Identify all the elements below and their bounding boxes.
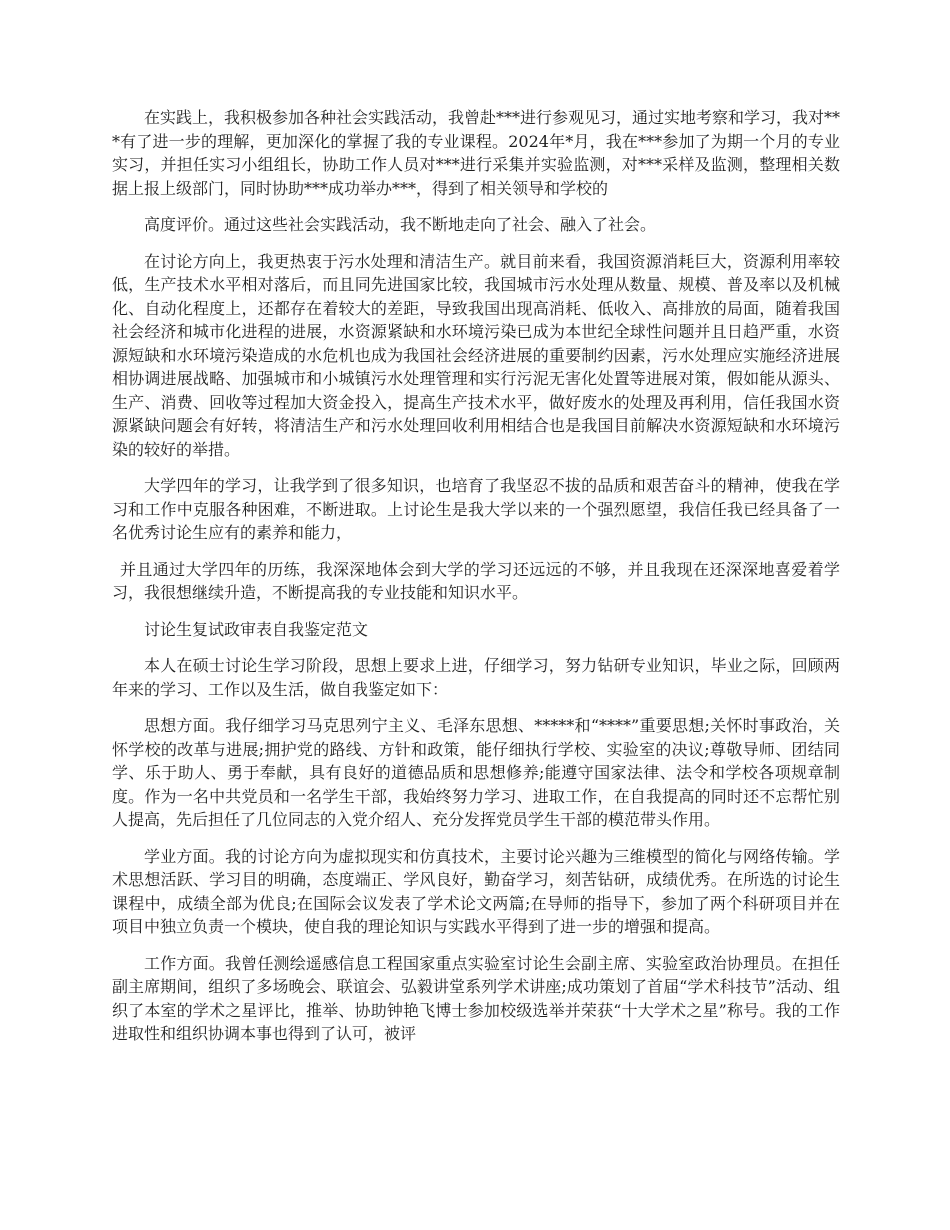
paragraph-evaluation: 高度评价。通过这些社会实践活动，我不断地走向了社会、融入了社会。 — [144, 215, 657, 234]
section-heading: 讨论生复试政审表自我鉴定范文 — [144, 619, 369, 639]
paragraph-social-practice: 在实践上，我积极参加各种社会实践活动，我曾赴***进行参观见习，通过实地考察和学习，我对***有了进一步的理解，更加深化的掌握了我的专业课程。2024年*月，我在***参加了为期一个月的专业实习，并担任实习小组组长，协助工作人员对***进行采集并实验监测，对***采样及监测，整理相关数据上报上级部门，同时协助***成功举办***，得到了相关领导和学校的 — [112, 108, 841, 198]
paragraph-work: 工作方面。我曾任测绘遥感信息工程国家重点实验室讨论生会副主席、实验室政治协理员。在担任副主席期间，组织了多场晚会、联谊会、弘毅讲堂系列学术讲座;成功策划了首届“学术科技节”活动、组织了本室的学术之星评比，推举、协助钟艳飞博士参加校级选举并荣获“十大学术之星”称号。我的工作进取性和组织协调本事也得到了认可，被评 — [112, 953, 840, 1043]
paragraph-four-years-study: 大学四年的学习，让我学到了很多知识，也培育了我坚忍不拔的品质和艰苦奋斗的精神，使我在学习和工作中克服各种困难，不断进取。上讨论生是我大学以来的一个强烈愿望，我信任我已经具备了一名优秀讨论生应有的素养和能力， — [112, 476, 840, 542]
paragraph-ideology: 思想方面。我仔细学习马克思列宁主义、毛泽东思想、*****和“****”重要思想;关怀时事政治，关怀学校的改革与进展;拥护党的路线、方针和政策，能仔细执行学校、实验室的决议;尊敬导师、团结同学、乐于助人、勇于奉献，具有良好的道德品质和思想修养;能遵守国家法律、法令和学校各项规章制度。作为一名中共党员和一名学生干部，我始终努力学习、进取工作，在自我提高的同时还不忘帮忙别人提高，先后担任了几位同志的入党介绍人、充分发挥党员学生干部的模范带头作用。 — [112, 716, 840, 829]
paragraph-introduction: 本人在硕士讨论生学习阶段，思想上要求上进，仔细学习，努力钻研专业知识，毕业之际，回顾两年来的学习、工作以及生活，做自我鉴定如下： — [112, 656, 840, 699]
paragraph-research-direction: 在讨论方向上，我更热衷于污水处理和清洁生产。就目前来看，我国资源消耗巨大，资源利用率较低，生产技术水平相对落后，而且同先进国家比较，我国城市污水处理从数量、规模、普及率以及机械化、自动化程度上，还都存在着较大的差距，导致我国出现高消耗、低收入、高排放的局面，随着我国社会经济和城市化进程的进展，水资源紧缺和水环境污染已成为本世纪全球性问题并且日趋严重，水资源短缺和水环境污染造成的水危机也成为我国社会经济进展的重要制约因素，污水处理应实施经济进展相协调进展战略、加强城市和小城镇污水处理管理和实行污泥无害化处置等进展对策，假如能从源头、生产、消费、回收等过程加大资金投入，提高生产技术水平，做好废水的处理及再利用，信任我国水资源紧缺问题会有好转，将清洁生产和污水处理回收利用相结合也是我国目前解决水资源短缺和水环境污染的较好的举措。 — [112, 251, 840, 459]
paragraph-continue-study: 并且通过大学四年的历练，我深深地体会到大学的学习还远远的不够，并且我现在还深深地喜爱着学习，我很想继续升造，不断提高我的专业技能和知识水平。 — [112, 559, 840, 602]
paragraph-academics: 学业方面。我的讨论方向为虚拟现实和仿真技术，主要讨论兴趣为三维模型的简化与网络传输。学术思想活跃、学习目的明确，态度端正、学风良好，勤奋学习，刻苦钻研，成绩优秀。在所选的讨论生课程中，成绩全部为优良;在国际会议发表了学术论文两篇;在导师的指导下，参加了两个科研项目并在项目中独立负责一个模块，使自我的理论知识与实践水平得到了进一步的增强和提高。 — [112, 846, 840, 936]
document-page — [112, 106, 840, 1059]
